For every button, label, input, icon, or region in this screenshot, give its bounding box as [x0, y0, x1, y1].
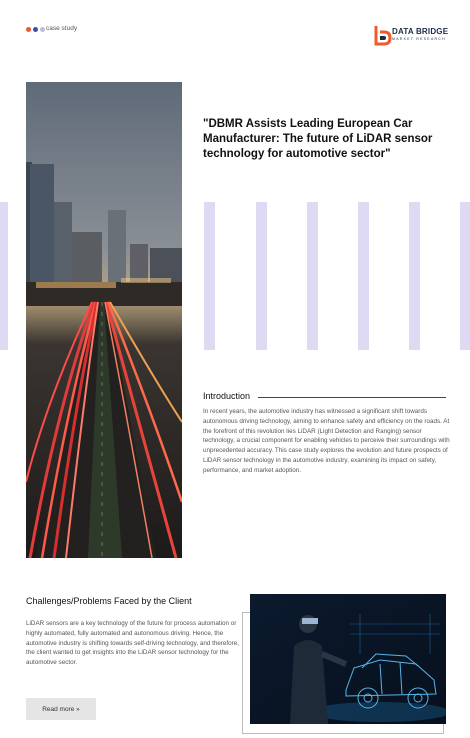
vr-hologram-car-image — [250, 594, 446, 724]
stripe-2 — [256, 202, 267, 350]
dot-orange — [26, 27, 31, 32]
case-study-title: "DBMR Assists Leading European Car Manufacturer: The future of LiDAR sensor technology for automotive sector" — [203, 118, 433, 160]
logo-subtitle: MARKET RESEARCH — [392, 37, 446, 41]
dot-blue — [33, 27, 38, 32]
left-stripe — [0, 202, 8, 350]
logo-icon — [372, 24, 392, 46]
introduction-body: In recent years, the automotive industry has witnessed a significant shift towards autonomous driving technology, aiming to enhance safety and efficiency on the roads. At the forefront of this revolution lies LiDAR (Light Detection and Ranging) sensor technology, a crucial component for enabling vehicles to perceive their surroundings with unprecedented accuracy. This case study explores the evolution and future prospects of LiDAR sensor technology in the automotive industry, examining its impact on safety, performance, and market adoption. — [203, 408, 450, 474]
logo-name: DATA BRIDGE — [392, 27, 449, 36]
stripe-6 — [460, 202, 470, 350]
dot-grey — [40, 27, 45, 32]
hero-highway-image — [26, 82, 182, 558]
stripe-4 — [358, 202, 369, 350]
case-study-tag: case study — [46, 25, 78, 32]
read-more-button[interactable]: Read more » — [26, 698, 96, 720]
header-dots — [26, 27, 45, 32]
stripe-3 — [307, 202, 318, 350]
introduction-heading: Introduction — [203, 391, 251, 401]
heading-divider — [258, 397, 446, 398]
stripe-1 — [204, 202, 215, 350]
stripe-5 — [409, 202, 420, 350]
challenges-body: LiDAR sensors are a key technology of the future for process automation or highly automated, fully automated and autonomous driving. Hence, the automotive industry is shifting towards self-driving technology, and therefore, the client wanted to get insights into the LiDAR sensor technology for the automotive sector. — [26, 620, 240, 666]
challenges-heading: Challenges/Problems Faced by the Client — [26, 596, 192, 606]
